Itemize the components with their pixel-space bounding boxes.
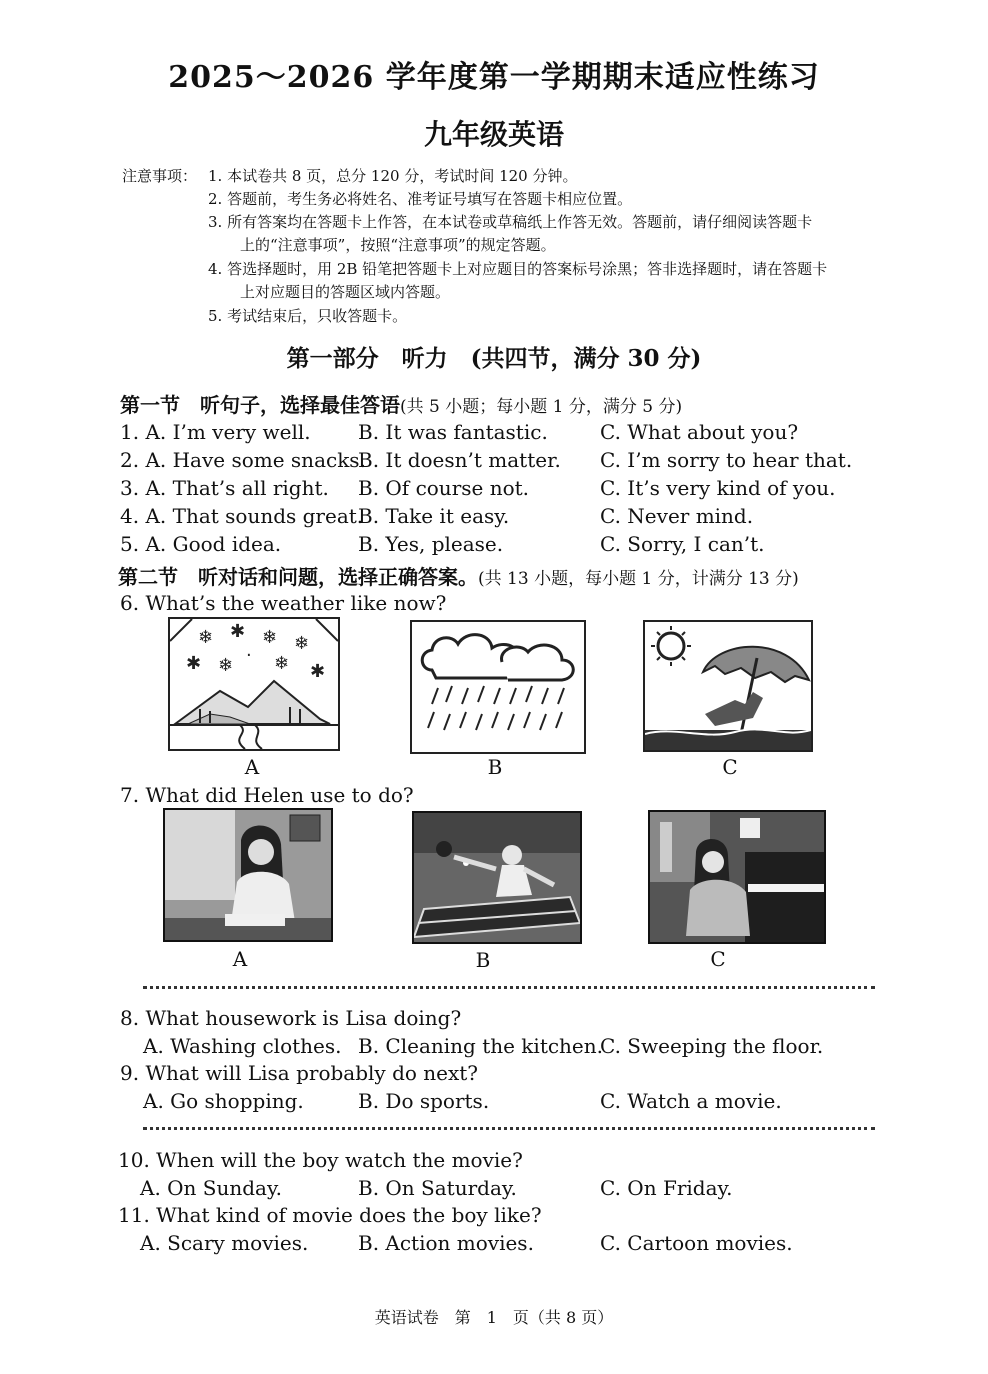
q5-option-a: 5. A. Good idea. (120, 532, 282, 556)
notice-item-2: 2. 答题前，考生务必将姓名、准考证号填写在答题卡相应位置。 (208, 190, 633, 208)
q3-option-c: C. It’s very kind of you. (600, 476, 836, 500)
q3-option-b: B. Of course not. (358, 476, 530, 500)
q5-option-b: B. Yes, please. (358, 532, 504, 556)
divider-dotted-2 (143, 1127, 875, 1130)
q6-sunny-picture (643, 620, 813, 752)
part1-heading: 第一部分 听力 (共四节，满分 30 分) (286, 345, 702, 372)
svg-text:✱: ✱ (310, 661, 326, 682)
q6-snow-picture (168, 617, 340, 751)
q1-option-c: C. What about you? (600, 420, 799, 444)
q6-rain-picture (410, 620, 586, 754)
q1-option-b: B. It was fantastic. (358, 420, 548, 444)
q9-option-c: C. Watch a movie. (600, 1089, 782, 1113)
svg-text:❄: ❄ (262, 627, 278, 648)
q7-piano-photo (648, 810, 826, 944)
q8-option-a: A. Washing clothes. (143, 1034, 342, 1058)
q7-label-b: B (475, 948, 491, 972)
divider-dotted-1 (143, 986, 875, 989)
q11-option-b: B. Action movies. (358, 1231, 534, 1255)
q11-option-c: C. Cartoon movies. (600, 1231, 793, 1255)
q6-label-c: C (722, 755, 738, 779)
table-tennis-icon (414, 813, 580, 942)
notice-item-4-cont: 上对应题目的答题区域内答题。 (240, 283, 451, 301)
q6-question: 6. What’s the weather like now? (120, 591, 447, 615)
q5-option-c: C. Sorry, I can’t. (600, 532, 765, 556)
notice-item-3-cont: 上的“注意事项”，按照“注意事项”的规定答题。 (240, 236, 556, 254)
q2-option-b: B. It doesn’t matter. (358, 448, 561, 472)
q8-option-c: C. Sweeping the floor. (600, 1034, 824, 1058)
q2-option-c: C. I’m sorry to hear that. (600, 448, 853, 472)
section1-note: (共 5 小题；每小题 1 分，满分 5 分) (400, 397, 683, 417)
girl-reading-icon (165, 810, 331, 940)
section2-title: 第二节 听对话和问题，选择正确答案。 (118, 565, 478, 589)
section1-title: 第一节 听句子，选择最佳答语 (120, 393, 400, 417)
notice-label: 注意事项： (122, 167, 198, 185)
q9-question: 9. What will Lisa probably do next? (120, 1061, 479, 1085)
exam-subtitle: 九年级英语 (423, 118, 564, 151)
page-footer: 英语试卷 第 1 页（共 8 页） (374, 1308, 614, 1327)
svg-text:❄: ❄ (294, 633, 310, 654)
svg-text:·: · (246, 645, 252, 666)
q7-question: 7. What did Helen use to do? (120, 783, 414, 807)
exam-title: 2025～2026 学年度第一学期期末适应性练习 (168, 60, 820, 95)
q7-table-tennis-photo (412, 811, 582, 944)
section2-heading (118, 561, 799, 590)
q10-option-a: A. On Sunday. (140, 1176, 282, 1200)
q8-question: 8. What housework is Lisa doing? (120, 1006, 462, 1030)
section2-note: (共 13 小题，每小题 1 分，计满分 13 分) (478, 569, 799, 589)
q6-label-a: A (244, 755, 260, 779)
q6-label-b: B (487, 755, 503, 779)
snowy-mountain-icon (170, 619, 338, 749)
svg-text:✱: ✱ (186, 653, 202, 674)
q7-reading-photo (163, 808, 333, 942)
q1-option-a: 1. A. I’m very well. (120, 420, 311, 444)
q7-label-c: C (710, 947, 726, 971)
q4-option-a: 4. A. That sounds great. (120, 504, 364, 528)
q8-option-b: B. Cleaning the kitchen. (358, 1034, 604, 1058)
svg-text:❄: ❄ (198, 627, 214, 648)
q3-option-a: 3. A. That’s all right. (120, 476, 329, 500)
q9-option-a: A. Go shopping. (143, 1089, 304, 1113)
q7-label-a: A (232, 947, 248, 971)
q11-question: 11. What kind of movie does the boy like? (118, 1203, 542, 1227)
svg-text:❄: ❄ (218, 655, 234, 676)
q4-option-b: B. Take it easy. (358, 504, 510, 528)
notice-item-3: 3. 所有答案均在答题卡上作答，在本试卷或草稿纸上作答无效。答题前，请仔细阅读答题卡 (208, 213, 813, 231)
q10-question: 10. When will the boy watch the movie? (118, 1148, 523, 1172)
q9-option-b: B. Do sports. (358, 1089, 490, 1113)
notice-item-5: 5. 考试结束后，只收答题卡。 (208, 307, 408, 325)
svg-text:❄: ❄ (274, 653, 290, 674)
rain-cloud-icon (412, 622, 584, 752)
q11-option-a: A. Scary movies. (140, 1231, 309, 1255)
section1-heading (120, 389, 682, 418)
q4-option-c: C. Never mind. (600, 504, 754, 528)
girl-piano-icon (650, 812, 824, 942)
q2-option-a: 2. A. Have some snacks. (120, 448, 366, 472)
notice-item-4: 4. 答选择题时，用 2B 铅笔把答题卡上对应题目的答案标号涂黑；答非选择题时，请在答题卡 (208, 260, 828, 278)
q10-option-c: C. On Friday. (600, 1176, 733, 1200)
q10-option-b: B. On Saturday. (358, 1176, 517, 1200)
sun-umbrella-icon (645, 622, 811, 750)
notice-item-1: 1. 本试卷共 8 页，总分 120 分，考试时间 120 分钟。 (208, 167, 578, 185)
svg-text:✱: ✱ (230, 621, 246, 642)
